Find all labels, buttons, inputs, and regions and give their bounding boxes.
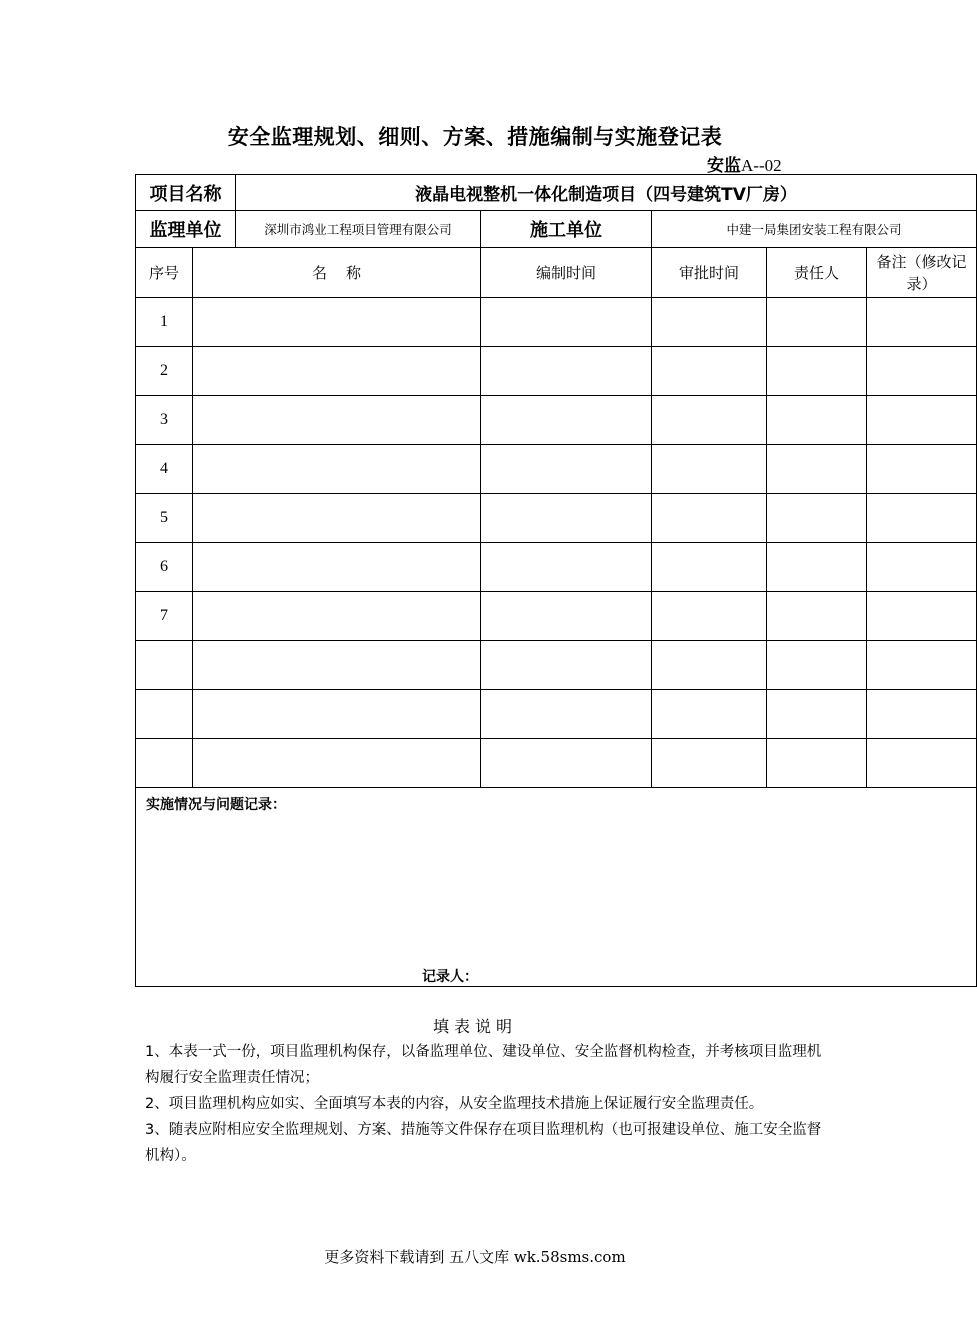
approve-time-cell[interactable] [652,690,767,739]
name-cell[interactable] [193,494,481,543]
col-approve-time: 审批时间 [652,248,767,298]
responsible-cell[interactable] [767,347,867,396]
remark-cell[interactable] [867,298,977,347]
remark-cell[interactable] [867,347,977,396]
col-name: 名 称 [193,248,481,298]
approve-time-cell[interactable] [652,347,767,396]
compile-time-cell[interactable] [481,347,652,396]
row-number [136,641,193,690]
row-number: 5 [136,494,193,543]
footer-link[interactable]: 更多资料下载请到 五八文库 wk.58sms.com [324,1248,626,1266]
responsible-cell[interactable] [767,543,867,592]
compile-time-cell[interactable] [481,592,652,641]
register-table [135,174,977,987]
contractor-value: 中建一局集团安装工程有限公司 [652,211,977,248]
table-row [136,298,977,347]
remark-cell[interactable] [867,641,977,690]
project-label: 项目名称 [136,175,236,211]
remark-cell[interactable] [867,592,977,641]
remark-cell[interactable] [867,445,977,494]
col-responsible: 责任人 [767,248,867,298]
notes-label: 实施情况与问题记录： [146,797,286,813]
notes-row [136,788,977,987]
instruction-item: 1、本表一式一份，项目监理机构保存，以备监理单位、建设单位、安全监督机构检查，并考核项目监理机构履行安全监理责任情况； [145,1044,822,1086]
approve-time-cell[interactable] [652,494,767,543]
table-row [136,347,977,396]
approve-time-cell[interactable] [652,396,767,445]
approve-time-cell[interactable] [652,543,767,592]
compile-time-cell[interactable] [481,739,652,788]
responsible-cell[interactable] [767,641,867,690]
name-cell[interactable] [193,690,481,739]
approve-time-cell[interactable] [652,592,767,641]
form-code [707,151,782,176]
remark-cell[interactable] [867,494,977,543]
name-cell[interactable] [193,396,481,445]
col-remark: 备注（修改记录） [867,248,977,298]
responsible-cell[interactable] [767,396,867,445]
instructions-title: 填表说明 [432,1017,517,1036]
compile-time-cell[interactable] [481,445,652,494]
row-number: 1 [136,298,193,347]
project-name: 液晶电视整机一体化制造项目（四号建筑TV厂房） [236,175,977,211]
supervisor-label: 监理单位 [136,211,236,248]
name-cell[interactable] [193,739,481,788]
compile-time-cell[interactable] [481,298,652,347]
notes-area[interactable] [136,788,977,987]
units-row [136,211,977,248]
table-row [136,739,977,788]
name-cell[interactable] [193,592,481,641]
row-number: 6 [136,543,193,592]
form-code-number: A--02 [741,156,782,175]
recorder-label: 记录人： [422,969,478,985]
row-number: 2 [136,347,193,396]
row-number: 7 [136,592,193,641]
name-cell[interactable] [193,543,481,592]
table-row [136,445,977,494]
table-row [136,543,977,592]
table-row [136,690,977,739]
remark-cell[interactable] [867,739,977,788]
form-code-prefix: 安监 [707,156,741,176]
approve-time-cell[interactable] [652,641,767,690]
remark-cell[interactable] [867,690,977,739]
instruction-item: 2、项目监理机构应如实、全面填写本表的内容，从安全监理技术措施上保证履行安全监理责任。 [145,1096,764,1112]
approve-time-cell[interactable] [652,298,767,347]
name-cell[interactable] [193,641,481,690]
instructions [145,1039,825,1169]
contractor-label: 施工单位 [481,211,652,248]
remark-cell[interactable] [867,396,977,445]
compile-time-cell[interactable] [481,690,652,739]
responsible-cell[interactable] [767,445,867,494]
approve-time-cell[interactable] [652,445,767,494]
compile-time-cell[interactable] [481,543,652,592]
supervisor-value: 深圳市鸿业工程项目管理有限公司 [236,211,481,248]
responsible-cell[interactable] [767,592,867,641]
row-number [136,690,193,739]
row-number: 4 [136,445,193,494]
row-number [136,739,193,788]
project-row [136,175,977,211]
compile-time-cell[interactable] [481,494,652,543]
table-row [136,592,977,641]
table-row [136,641,977,690]
remark-cell[interactable] [867,543,977,592]
responsible-cell[interactable] [767,690,867,739]
instruction-item: 3、随表应附相应安全监理规划、方案、措施等文件保存在项目监理机构（也可报建设单位、施工安全监督机构）。 [145,1122,822,1164]
form-title: 安全监理规划、细则、方案、措施编制与实施登记表 [227,125,723,149]
name-cell[interactable] [193,445,481,494]
column-header-row [136,248,977,298]
responsible-cell[interactable] [767,298,867,347]
compile-time-cell[interactable] [481,396,652,445]
responsible-cell[interactable] [767,494,867,543]
col-seq: 序号 [136,248,193,298]
row-number: 3 [136,396,193,445]
table-row [136,396,977,445]
name-cell[interactable] [193,298,481,347]
table-row [136,494,977,543]
compile-time-cell[interactable] [481,641,652,690]
approve-time-cell[interactable] [652,739,767,788]
responsible-cell[interactable] [767,739,867,788]
name-cell[interactable] [193,347,481,396]
col-compile-time: 编制时间 [481,248,652,298]
